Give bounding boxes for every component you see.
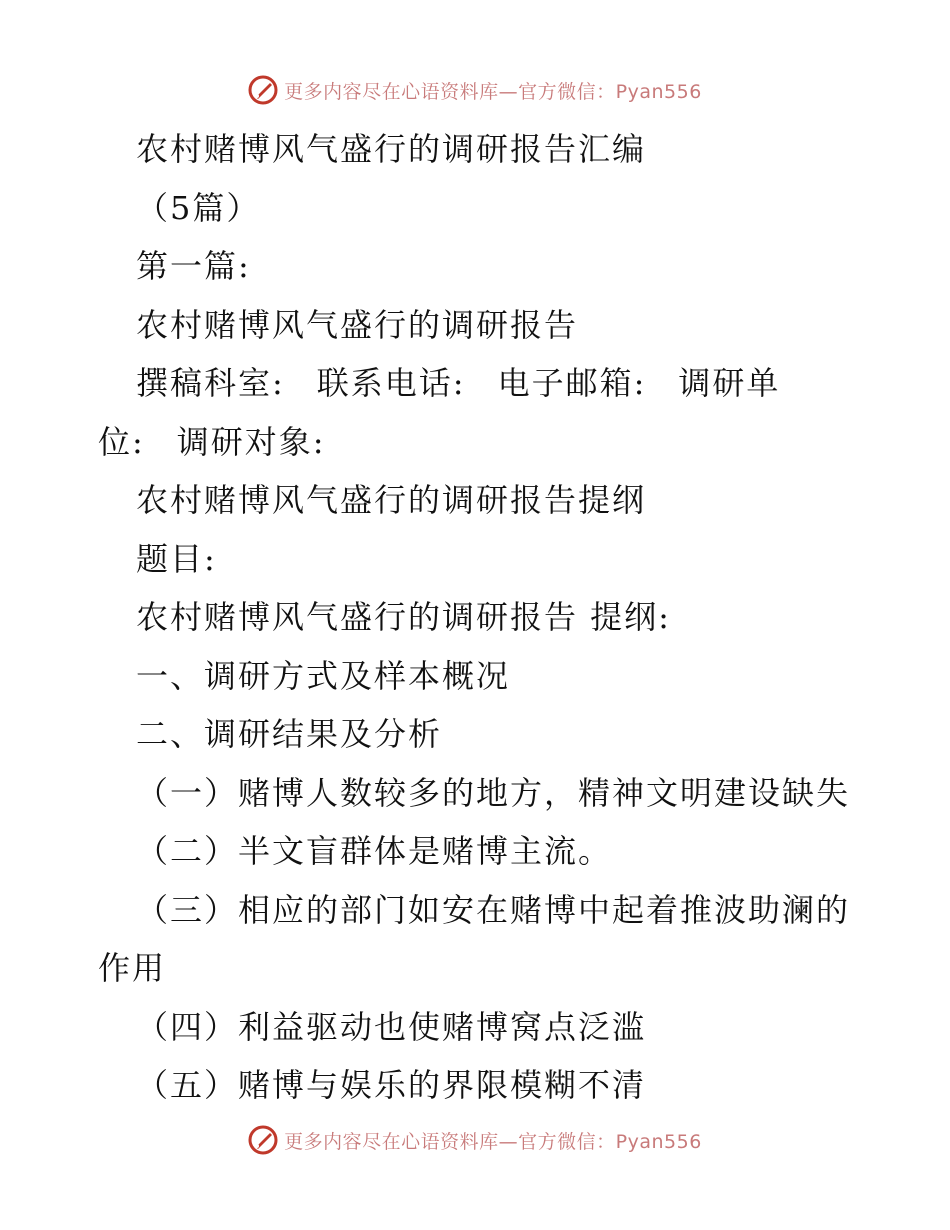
- subsection-1: （一）赌博人数较多的地方，精神文明建设缺失: [136, 773, 851, 812]
- footer-banner: [0, 1120, 950, 1160]
- topic-label: 题目:: [136, 539, 217, 578]
- subsection-4: （四）利益驱动也使赌博窝点泛滥: [136, 1007, 647, 1046]
- drafting-office-label: 撰稿科室:: [136, 364, 285, 402]
- email-label: 电子邮箱:: [497, 364, 647, 402]
- outline-heading: 农村赌博风气盛行的调研报告 提纲:: [136, 598, 671, 636]
- document-count: （5篇）: [136, 188, 261, 227]
- subsection-5: （五）赌博与娱乐的界限模糊不清: [136, 1066, 647, 1104]
- red-quill-logo-icon: [248, 1125, 278, 1155]
- subsection-2: （二）半文盲群体是赌博主流。: [136, 832, 613, 870]
- document-title: 农村赌博风气盛行的调研报告汇编: [136, 130, 647, 168]
- research-unit-label-part2: 位:: [98, 422, 145, 461]
- section-2-heading: 二、调研结果及分析: [136, 715, 443, 753]
- document-body: [98, 120, 858, 1115]
- contact-phone-label: 联系电话:: [316, 364, 466, 402]
- red-quill-logo-icon: [248, 75, 278, 105]
- research-unit-label-part1: 调研单: [678, 364, 781, 402]
- header-banner: [0, 70, 950, 110]
- form-fields-line-2: [98, 413, 858, 472]
- footer-banner-text: 更多内容尽在心语资料库—官方微信：Pyan556: [284, 1130, 702, 1153]
- form-fields-line-1: [98, 354, 858, 413]
- research-object-label: 调研对象:: [176, 422, 326, 461]
- subsection-3: （三）相应的部门如安在赌博中起着推波助澜的: [136, 890, 851, 929]
- header-banner-text: 更多内容尽在心语资料库—官方微信：Pyan556: [284, 80, 702, 103]
- subsection-3-continued: 作用: [98, 949, 167, 987]
- report-title: 农村赌博风气盛行的调研报告: [136, 305, 579, 344]
- outline-title: 农村赌博风气盛行的调研报告提纲: [136, 481, 647, 519]
- chapter-heading: 第一篇:: [136, 247, 251, 285]
- section-1-heading: 一、调研方式及样本概况: [136, 656, 511, 695]
